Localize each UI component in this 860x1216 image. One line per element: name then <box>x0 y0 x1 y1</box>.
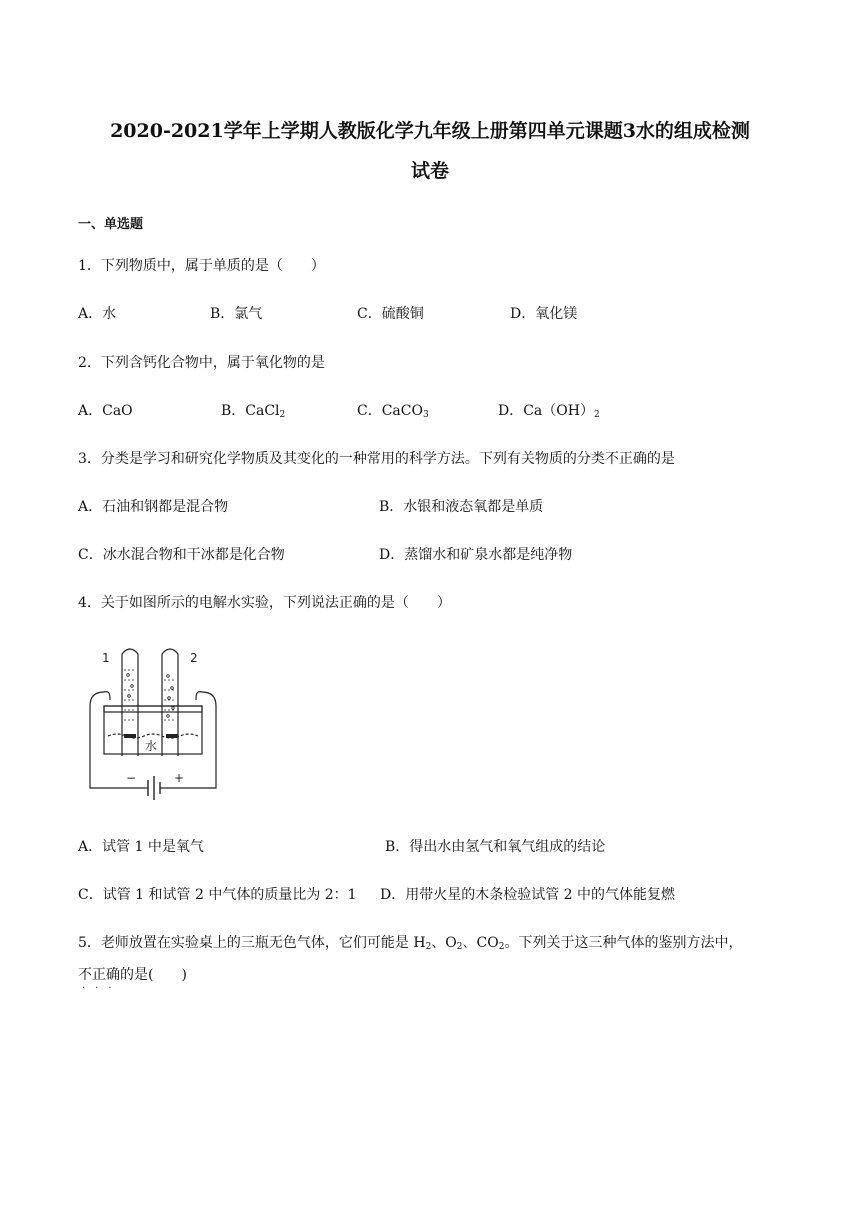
test-tube-2 <box>162 649 178 756</box>
q1-option-a: A．水 <box>78 306 117 322</box>
title-line-1: 2020-2021学年上学期人教版化学九年级上册第四单元课题3水的组成检测 <box>110 120 750 142</box>
q2-option-b: B．CaCl$_2$ <box>221 403 286 420</box>
q2-option-d: D．$Ca(OH)_2$ <box>498 403 600 420</box>
section-heading: 一、单选题 <box>78 217 144 232</box>
emphasis-dots: ··· <box>82 983 122 994</box>
question-4-stem: 4．关于如图所示的电解水实验，下列说法正确的是（ ） <box>78 595 451 611</box>
q4-option-d: D．用带火星的木条检验试管 2 中的气体能复燃 <box>380 887 676 903</box>
electrode-2 <box>166 734 178 738</box>
water-label: 水 <box>145 739 158 753</box>
plus-sign: + <box>174 771 185 785</box>
tube-1-label: 1 <box>102 651 110 665</box>
q1-option-d: D．氧化镁 <box>510 306 578 322</box>
q4-option-a: A．试管 1 中是氧气 <box>78 839 204 855</box>
title-line-2: 试卷 <box>410 160 449 182</box>
question-2-stem: 2．下列含钙化合物中，属于氧化物的是 <box>78 355 325 371</box>
tube-2-label: 2 <box>190 651 198 665</box>
test-tube-1 <box>122 649 138 756</box>
q3-option-d: D．蒸馏水和矿泉水都是纯净物 <box>379 547 573 563</box>
q1-option-c: C．硫酸铜 <box>357 306 424 322</box>
q3-option-a: A．石油和钢都是混合物 <box>78 499 229 515</box>
q3-option-b: B．水银和液态氧都是单质 <box>379 499 544 515</box>
q4-option-c: C．试管 1 和试管 2 中气体的质量比为 2：1 <box>78 887 357 903</box>
q2-option-a: A．CaO <box>78 403 133 419</box>
q3-option-c: C．冰水混合物和干冰都是化合物 <box>78 547 285 563</box>
q4-option-b: B．得出水由氢气和氧气组成的结论 <box>385 839 606 855</box>
question-3-stem: 3．分类是学习和研究化学物质及其变化的一种常用的科学方法。下列有关物质的分类不正确的是 <box>78 451 675 467</box>
electrode-1 <box>124 734 136 738</box>
question-5-stem: 5．老师放置在实验桌上的三瓶无色气体，它们可能是 $H_2$、$O_2$、$CO_2$。下列关于这三种气体的鉴别方法中， <box>78 935 743 952</box>
question-5-stem-line-2: 不正确的是( ) <box>78 967 187 983</box>
q2-option-c: C．CaCO$_3$ <box>357 403 429 420</box>
minus-sign: − <box>126 771 137 785</box>
electrolysis-diagram <box>82 640 242 810</box>
question-1-stem: 1．下列物质中，属于单质的是（ ） <box>78 258 325 274</box>
q1-option-b: B．氯气 <box>210 306 263 322</box>
